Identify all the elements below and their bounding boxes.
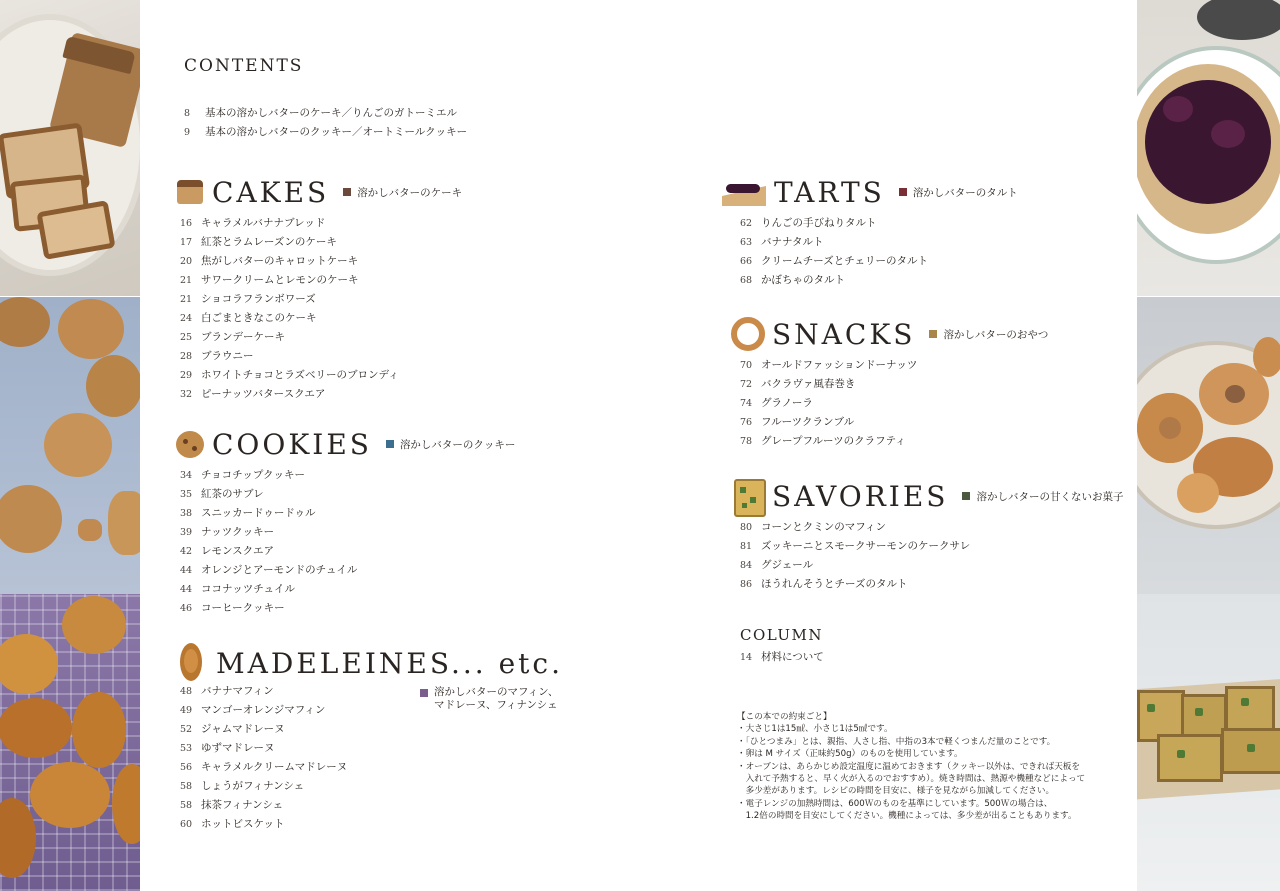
list-item[interactable] [184, 123, 467, 142]
section-cookies [174, 424, 515, 618]
note-line: 多少差があります。レシピの時間を目安に、様子を見ながら加減してください。 [737, 786, 1055, 797]
list-item[interactable] [180, 504, 515, 523]
recipe-title: 抹茶フィナンシェ [201, 799, 284, 811]
recipe-title: 紅茶のサブレ [201, 488, 264, 500]
page-number: 44 [180, 565, 193, 576]
section-subtitle-line2: マドレーヌ、フィナンシェ [434, 699, 558, 711]
page-number: 60 [180, 819, 193, 830]
list-item[interactable] [180, 739, 563, 758]
color-swatch [929, 330, 937, 338]
savory-cake-photo [1137, 594, 1280, 891]
list-item[interactable] [180, 466, 515, 485]
section-subtitle: 溶かしバターのおやつ [943, 328, 1049, 341]
list-item[interactable] [180, 233, 462, 252]
color-swatch [386, 440, 394, 448]
page-number: 62 [740, 218, 753, 229]
recipe-title: スニッカードゥードゥル [201, 507, 316, 519]
list-item[interactable] [180, 271, 462, 290]
color-swatch [962, 492, 970, 500]
list-item[interactable] [740, 252, 1018, 271]
page-number: 52 [180, 724, 193, 735]
page-number: 14 [740, 652, 753, 663]
recipe-title: キャラメルクリームマドレーヌ [201, 761, 348, 773]
recipe-title: フルーツクランブル [761, 416, 855, 428]
list-item[interactable] [180, 796, 563, 815]
section-title: COOKIES [212, 427, 372, 461]
list-item[interactable] [740, 518, 1123, 537]
madeleines-subtitle [420, 686, 558, 712]
usage-notes [737, 711, 1085, 823]
recipe-title: ズッキーニとスモークサーモンのケークサレ [761, 540, 971, 552]
list-item[interactable] [180, 777, 563, 796]
recipe-title: オレンジとアーモンドのチュイル [201, 564, 358, 576]
page-number: 72 [740, 379, 753, 390]
page-number: 49 [180, 705, 193, 716]
section-title: SNACKS [772, 317, 916, 351]
recipe-title: ホットビスケット [201, 818, 285, 830]
recipe-title: ココナッツチュイル [201, 583, 295, 595]
list-item[interactable] [740, 432, 1048, 451]
notes-heading: 【この本での約束ごと】 [737, 712, 832, 722]
list-item[interactable] [740, 575, 1123, 594]
list-item[interactable] [180, 347, 462, 366]
note-line: ・大さじ1は15㎖、小さじ1は5㎖です。 [737, 724, 893, 735]
recipe-title: クリームチーズとチェリーのタルト [761, 255, 928, 267]
recipe-title: 基本の溶かしバターのケーキ／りんごのガトーミエル [205, 107, 457, 119]
page-number: 58 [180, 800, 193, 811]
section-title: TARTS [774, 175, 885, 209]
page-number: 9 [184, 127, 191, 138]
recipe-title: バナナタルト [761, 236, 824, 248]
page-number: 21 [180, 275, 193, 286]
recipe-title: りんごの手びねりタルト [761, 217, 877, 229]
list-item[interactable] [180, 815, 563, 834]
page-number: 53 [180, 743, 193, 754]
note-line: ・卵は M サイズ（正味約50g）のものを使用しています。 [737, 749, 963, 760]
page-number: 21 [180, 294, 193, 305]
list-item[interactable] [740, 233, 1018, 252]
list-item[interactable] [180, 485, 515, 504]
recipe-title: ジャムマドレーヌ [201, 723, 285, 735]
recipe-title: 紅茶とラムレーズンのケーキ [201, 236, 337, 248]
cookies-photo [0, 297, 140, 594]
savory-cake-icon [730, 477, 766, 515]
recipe-title: レモンスクエア [201, 545, 274, 557]
page-number: 84 [740, 560, 753, 571]
contents-page [140, 0, 1137, 891]
section-subtitle: 溶かしバターの甘くないお菓子 [976, 490, 1124, 503]
section-subtitle: 溶かしバターのクッキー [399, 438, 516, 451]
cookie-icon [174, 428, 206, 460]
list-item[interactable] [740, 556, 1123, 575]
list-item[interactable] [180, 523, 515, 542]
page-number: 8 [184, 108, 191, 119]
page-number: 80 [740, 522, 753, 533]
recipe-title: オールドファッションドーナッツ [761, 359, 918, 371]
page-number: 16 [180, 218, 193, 229]
list-item[interactable] [180, 385, 462, 404]
page-number: 68 [740, 275, 753, 286]
page-number: 42 [180, 546, 193, 557]
recipe-title: ほうれんそうとチーズのタルト [761, 578, 908, 590]
recipe-title: かぼちゃのタルト [761, 274, 845, 286]
page-number: 66 [740, 256, 753, 267]
donut-icon [730, 316, 766, 352]
page-number: 46 [180, 603, 193, 614]
recipe-title: チョコチップクッキー [201, 469, 306, 481]
page-number: 74 [740, 398, 753, 409]
section-subtitle: 溶かしバターのケーキ [357, 186, 463, 199]
left-photo-strip [0, 0, 140, 891]
list-item[interactable] [180, 252, 462, 271]
page-number: 24 [180, 313, 193, 324]
page-number: 32 [180, 389, 193, 400]
recipe-title: サワークリームとレモンのケーキ [201, 274, 359, 286]
recipe-title: コーンとクミンのマフィン [761, 521, 886, 533]
recipe-title: コーヒークッキー [201, 602, 285, 614]
list-item[interactable] [740, 356, 1048, 375]
list-item[interactable] [740, 375, 1048, 394]
page-number: 58 [180, 781, 193, 792]
note-line: 入れて予熱すると、早く火が入るのでおすすめ）。焼き時間は、熱源や機種などによって [737, 774, 1086, 785]
recipe-title: 白ごまときなこのケーキ [201, 312, 317, 324]
color-swatch [899, 188, 907, 196]
page-number: 35 [180, 489, 193, 500]
page-number: 76 [740, 417, 753, 428]
right-photo-strip [1137, 0, 1280, 891]
section-title: MADELEINES... etc. [216, 646, 564, 680]
recipe-title: ショコラフランボワーズ [201, 293, 316, 305]
list-item[interactable] [180, 561, 515, 580]
section-title: CAKES [212, 175, 330, 209]
section-savories [730, 476, 1123, 594]
page-title: CONTENTS [184, 56, 304, 76]
page-number: 25 [180, 332, 193, 343]
list-item[interactable] [180, 542, 515, 561]
list-item[interactable] [180, 580, 515, 599]
page-number: 78 [740, 436, 753, 447]
list-item[interactable] [180, 599, 515, 618]
cherry-tart-photo [1137, 0, 1280, 296]
list-item[interactable] [740, 271, 1018, 290]
page-number: 34 [180, 470, 193, 481]
recipe-title: ホワイトチョコとラズベリーのブロンディ [201, 369, 399, 381]
tart-slice-icon [720, 176, 768, 208]
section-subtitle-line1: 溶かしバターのマフィン、 [434, 686, 559, 698]
recipe-title: 基本の溶かしバターのクッキー／オートミールクッキー [205, 126, 468, 138]
donuts-photo [1137, 297, 1280, 594]
cake-slice-icon [174, 176, 206, 208]
list-item[interactable] [740, 648, 824, 667]
recipe-title: 焦がしバターのキャロットケーキ [201, 255, 359, 267]
recipe-title: 材料について [761, 651, 824, 663]
color-swatch [420, 689, 428, 697]
recipe-title: ナッツクッキー [201, 526, 275, 538]
note-line: 1.2倍の時間を目安にしてください。機種によっては、多少差が出ることもあります。 [737, 811, 1077, 822]
madeleines-photo [0, 594, 140, 891]
list-item[interactable] [180, 214, 462, 233]
recipe-title: キャラメルバナナブレッド [201, 217, 326, 229]
list-item[interactable] [184, 104, 467, 123]
list-item[interactable] [180, 309, 462, 328]
pound-cake-photo [0, 0, 140, 296]
recipe-title: ピーナッツバタースクエア [201, 388, 326, 400]
list-item[interactable] [740, 214, 1018, 233]
page-number: 39 [180, 527, 193, 538]
page-number: 81 [740, 541, 753, 552]
note-line: ・電子レンジの加熱時間は、600Ｗのものを基準にしています。500Ｗの場合は、 [737, 798, 1053, 809]
section-snacks [730, 314, 1048, 451]
list-item[interactable] [180, 328, 462, 347]
note-line: ・「ひとつまみ」とは、親指、人さし指、中指の3本で軽くつまんだ量のことです。 [737, 736, 1056, 747]
intro-list [184, 104, 467, 142]
list-item[interactable] [740, 413, 1048, 432]
madeleine-icon [174, 643, 206, 683]
recipe-title: マンゴーオレンジマフィン [201, 704, 326, 716]
column-list [740, 648, 824, 667]
page-number: 28 [180, 351, 193, 362]
list-item[interactable] [180, 720, 563, 739]
section-tarts [720, 172, 1018, 290]
page-number: 38 [180, 508, 193, 519]
recipe-title: グラノーラ [761, 397, 813, 409]
section-madeleines [174, 640, 563, 834]
recipe-title: ブラウニー [201, 350, 254, 362]
list-item[interactable] [180, 366, 462, 385]
recipe-title: バナナマフィン [201, 685, 274, 697]
recipe-title: グジェール [761, 559, 814, 571]
recipe-title: バクラヴァ風春巻き [761, 378, 856, 390]
list-item[interactable] [180, 758, 563, 777]
page-number: 20 [180, 256, 193, 267]
list-item[interactable] [740, 537, 1123, 556]
column-title: COLUMN [740, 626, 824, 644]
page-number: 86 [740, 579, 753, 590]
recipe-title: しょうがフィナンシェ [201, 780, 305, 792]
page-number: 17 [180, 237, 193, 248]
page-number: 44 [180, 584, 193, 595]
page-number: 56 [180, 762, 193, 773]
list-item[interactable] [180, 290, 462, 309]
recipe-title: ブランデーケーキ [201, 331, 285, 343]
recipe-title: ゆずマドレーヌ [201, 742, 275, 754]
page-number: 70 [740, 360, 753, 371]
recipe-title: グレープフルーツのクラフティ [761, 435, 906, 447]
section-title: SAVORIES [772, 479, 949, 513]
page-number: 63 [740, 237, 753, 248]
section-subtitle: 溶かしバターのタルト [912, 186, 1018, 199]
list-item[interactable] [740, 394, 1048, 413]
page-number: 29 [180, 370, 193, 381]
note-line: ・オーブンは、あらかじめ設定温度に温めておきます（クッキー以外は、できれば天板を [737, 761, 1080, 772]
color-swatch [343, 188, 351, 196]
page-number: 48 [180, 686, 193, 697]
section-cakes [174, 172, 462, 404]
